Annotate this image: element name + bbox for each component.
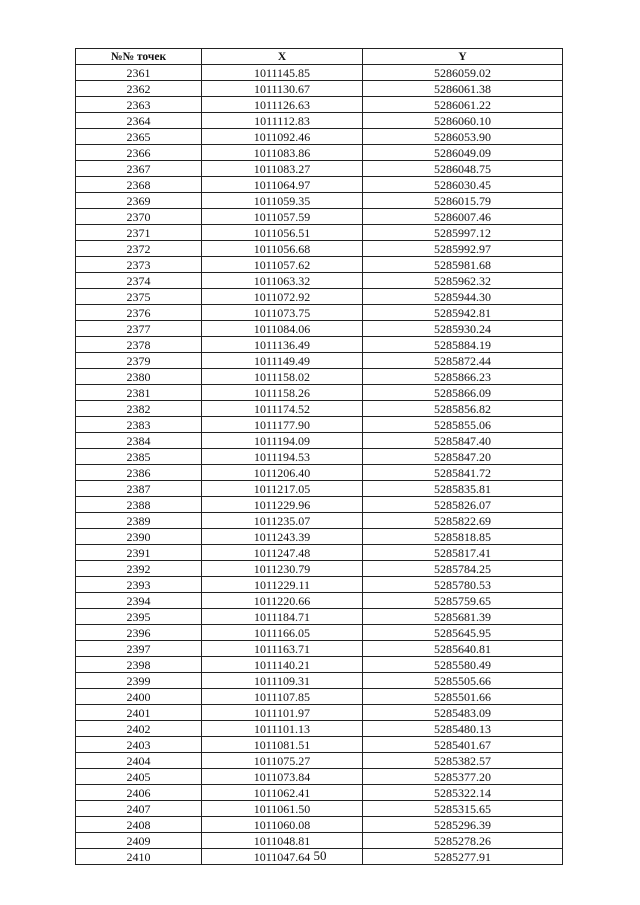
cell-x: 1011140.21 <box>202 657 363 673</box>
cell-x: 1011109.31 <box>202 673 363 689</box>
cell-x: 1011083.86 <box>202 145 363 161</box>
cell-x: 1011145.85 <box>202 65 363 81</box>
cell-y: 5285826.07 <box>363 497 563 513</box>
cell-point-number: 2395 <box>76 609 202 625</box>
cell-x: 1011101.97 <box>202 705 363 721</box>
cell-x: 1011061.50 <box>202 801 363 817</box>
table-row <box>76 129 563 145</box>
cell-y: 5285822.69 <box>363 513 563 529</box>
cell-y: 5285315.65 <box>363 801 563 817</box>
cell-x: 1011243.39 <box>202 529 363 545</box>
cell-x: 1011064.97 <box>202 177 363 193</box>
cell-y: 5285296.39 <box>363 817 563 833</box>
cell-y: 5285640.81 <box>363 641 563 657</box>
cell-y: 5285835.81 <box>363 481 563 497</box>
table-row <box>76 289 563 305</box>
cell-point-number: 2390 <box>76 529 202 545</box>
cell-x: 1011112.83 <box>202 113 363 129</box>
cell-y: 5285817.41 <box>363 545 563 561</box>
cell-y: 5285322.14 <box>363 785 563 801</box>
table-row <box>76 369 563 385</box>
table-row <box>76 225 563 241</box>
table-row <box>76 593 563 609</box>
cell-y: 5285377.20 <box>363 769 563 785</box>
cell-y: 5285818.85 <box>363 529 563 545</box>
cell-x: 1011130.67 <box>202 81 363 97</box>
page-number: 50 <box>313 848 327 863</box>
cell-x: 1011073.75 <box>202 305 363 321</box>
cell-y: 5285855.06 <box>363 417 563 433</box>
table-row <box>76 561 563 577</box>
table-row <box>76 529 563 545</box>
table-row <box>76 241 563 257</box>
table-row <box>76 833 563 849</box>
table-row <box>76 577 563 593</box>
cell-y: 5285401.67 <box>363 737 563 753</box>
cell-y: 5286048.75 <box>363 161 563 177</box>
cell-point-number: 2363 <box>76 97 202 113</box>
table-row <box>76 433 563 449</box>
cell-point-number: 2377 <box>76 321 202 337</box>
cell-x: 1011177.90 <box>202 417 363 433</box>
cell-y: 5286060.10 <box>363 113 563 129</box>
table-row <box>76 721 563 737</box>
cell-x: 1011092.46 <box>202 129 363 145</box>
cell-x: 1011083.27 <box>202 161 363 177</box>
table-row <box>76 737 563 753</box>
cell-x: 1011220.66 <box>202 593 363 609</box>
cell-point-number: 2383 <box>76 417 202 433</box>
cell-y: 5285866.23 <box>363 369 563 385</box>
cell-x: 1011101.13 <box>202 721 363 737</box>
cell-x: 1011158.02 <box>202 369 363 385</box>
cell-point-number: 2361 <box>76 65 202 81</box>
cell-y: 5285942.81 <box>363 305 563 321</box>
cell-point-number: 2382 <box>76 401 202 417</box>
cell-x: 1011057.62 <box>202 257 363 273</box>
header-y: Y <box>363 49 563 65</box>
cell-x: 1011059.35 <box>202 193 363 209</box>
cell-y: 5285681.39 <box>363 609 563 625</box>
cell-y: 5285930.24 <box>363 321 563 337</box>
cell-point-number: 2366 <box>76 145 202 161</box>
table-row <box>76 321 563 337</box>
table-row <box>76 497 563 513</box>
cell-x: 1011084.06 <box>202 321 363 337</box>
cell-y: 5285866.09 <box>363 385 563 401</box>
cell-point-number: 2391 <box>76 545 202 561</box>
table-row <box>76 449 563 465</box>
cell-y: 5285841.72 <box>363 465 563 481</box>
cell-y: 5285645.95 <box>363 625 563 641</box>
cell-y: 5286059.02 <box>363 65 563 81</box>
cell-y: 5285480.13 <box>363 721 563 737</box>
cell-y: 5285759.65 <box>363 593 563 609</box>
table-row <box>76 145 563 161</box>
cell-x: 1011060.08 <box>202 817 363 833</box>
cell-x: 1011072.92 <box>202 289 363 305</box>
cell-x: 1011247.48 <box>202 545 363 561</box>
cell-x: 1011229.96 <box>202 497 363 513</box>
table-row <box>76 705 563 721</box>
cell-y: 5285501.66 <box>363 689 563 705</box>
table-row <box>76 209 563 225</box>
table-row <box>76 385 563 401</box>
cell-x: 1011235.07 <box>202 513 363 529</box>
table-row <box>76 625 563 641</box>
table-body <box>76 65 563 865</box>
cell-y: 5285780.53 <box>363 577 563 593</box>
table-row <box>76 257 563 273</box>
cell-point-number: 2405 <box>76 769 202 785</box>
table-row <box>76 689 563 705</box>
cell-point-number: 2399 <box>76 673 202 689</box>
cell-point-number: 2397 <box>76 641 202 657</box>
cell-point-number: 2384 <box>76 433 202 449</box>
table-row <box>76 273 563 289</box>
cell-point-number: 2380 <box>76 369 202 385</box>
cell-y: 5285872.44 <box>363 353 563 369</box>
cell-y: 5285884.19 <box>363 337 563 353</box>
cell-point-number: 2368 <box>76 177 202 193</box>
cell-x: 1011166.05 <box>202 625 363 641</box>
table-row <box>76 161 563 177</box>
cell-x: 1011047.64 <box>202 849 363 865</box>
table-header-row <box>76 49 563 65</box>
cell-point-number: 2393 <box>76 577 202 593</box>
table-row <box>76 785 563 801</box>
cell-y: 5285382.57 <box>363 753 563 769</box>
header-x: X <box>202 49 363 65</box>
cell-point-number: 2409 <box>76 833 202 849</box>
cell-point-number: 2378 <box>76 337 202 353</box>
cell-x: 1011158.26 <box>202 385 363 401</box>
cell-x: 1011217.05 <box>202 481 363 497</box>
cell-y: 5286030.45 <box>363 177 563 193</box>
cell-x: 1011206.40 <box>202 465 363 481</box>
cell-y: 5285847.20 <box>363 449 563 465</box>
table-row <box>76 113 563 129</box>
table-row <box>76 465 563 481</box>
cell-point-number: 2394 <box>76 593 202 609</box>
cell-y: 5285856.82 <box>363 401 563 417</box>
cell-point-number: 2398 <box>76 657 202 673</box>
cell-x: 1011048.81 <box>202 833 363 849</box>
table-row <box>76 545 563 561</box>
cell-point-number: 2400 <box>76 689 202 705</box>
cell-y: 5286061.38 <box>363 81 563 97</box>
cell-y: 5285505.66 <box>363 673 563 689</box>
header-point-number: №№ точек <box>76 49 202 65</box>
cell-point-number: 2379 <box>76 353 202 369</box>
cell-y: 5285847.40 <box>363 433 563 449</box>
cell-y: 5285944.30 <box>363 289 563 305</box>
table-row <box>76 753 563 769</box>
table-row <box>76 641 563 657</box>
cell-x: 1011174.52 <box>202 401 363 417</box>
cell-point-number: 2374 <box>76 273 202 289</box>
cell-point-number: 2375 <box>76 289 202 305</box>
cell-point-number: 2410 <box>76 849 202 865</box>
table-row <box>76 513 563 529</box>
table-row <box>76 65 563 81</box>
table-row <box>76 673 563 689</box>
cell-point-number: 2407 <box>76 801 202 817</box>
cell-point-number: 2406 <box>76 785 202 801</box>
cell-x: 1011194.09 <box>202 433 363 449</box>
cell-y: 5286053.90 <box>363 129 563 145</box>
cell-point-number: 2389 <box>76 513 202 529</box>
cell-point-number: 2392 <box>76 561 202 577</box>
cell-y: 5286049.09 <box>363 145 563 161</box>
table-row <box>76 817 563 833</box>
cell-point-number: 2365 <box>76 129 202 145</box>
table-row <box>76 609 563 625</box>
table-row <box>76 801 563 817</box>
cell-y: 5285997.12 <box>363 225 563 241</box>
cell-point-number: 2396 <box>76 625 202 641</box>
table-row <box>76 177 563 193</box>
table-row <box>76 353 563 369</box>
cell-y: 5285962.32 <box>363 273 563 289</box>
cell-x: 1011075.27 <box>202 753 363 769</box>
cell-point-number: 2386 <box>76 465 202 481</box>
cell-y: 5285277.91 <box>363 849 563 865</box>
cell-y: 5285992.97 <box>363 241 563 257</box>
table-row <box>76 337 563 353</box>
cell-point-number: 2404 <box>76 753 202 769</box>
table-row <box>76 401 563 417</box>
cell-point-number: 2371 <box>76 225 202 241</box>
cell-x: 1011229.11 <box>202 577 363 593</box>
cell-point-number: 2403 <box>76 737 202 753</box>
cell-y: 5285278.26 <box>363 833 563 849</box>
cell-y: 5285981.68 <box>363 257 563 273</box>
coordinates-table <box>75 48 563 865</box>
cell-point-number: 2373 <box>76 257 202 273</box>
cell-point-number: 2401 <box>76 705 202 721</box>
cell-point-number: 2381 <box>76 385 202 401</box>
cell-y: 5286007.46 <box>363 209 563 225</box>
table-row <box>76 481 563 497</box>
cell-point-number: 2370 <box>76 209 202 225</box>
cell-point-number: 2388 <box>76 497 202 513</box>
table-row <box>76 769 563 785</box>
table-row <box>76 305 563 321</box>
cell-point-number: 2387 <box>76 481 202 497</box>
table-row <box>76 657 563 673</box>
table-row <box>76 193 563 209</box>
cell-point-number: 2362 <box>76 81 202 97</box>
cell-x: 1011184.71 <box>202 609 363 625</box>
table-row <box>76 81 563 97</box>
cell-x: 1011057.59 <box>202 209 363 225</box>
cell-x: 1011056.51 <box>202 225 363 241</box>
cell-point-number: 2369 <box>76 193 202 209</box>
cell-point-number: 2376 <box>76 305 202 321</box>
cell-x: 1011136.49 <box>202 337 363 353</box>
cell-x: 1011062.41 <box>202 785 363 801</box>
cell-point-number: 2385 <box>76 449 202 465</box>
cell-x: 1011163.71 <box>202 641 363 657</box>
table-row <box>76 417 563 433</box>
cell-point-number: 2367 <box>76 161 202 177</box>
cell-x: 1011126.63 <box>202 97 363 113</box>
cell-y: 5286061.22 <box>363 97 563 113</box>
cell-x: 1011063.32 <box>202 273 363 289</box>
cell-point-number: 2402 <box>76 721 202 737</box>
cell-x: 1011073.84 <box>202 769 363 785</box>
cell-x: 1011107.85 <box>202 689 363 705</box>
cell-x: 1011194.53 <box>202 449 363 465</box>
cell-x: 1011230.79 <box>202 561 363 577</box>
cell-point-number: 2364 <box>76 113 202 129</box>
cell-x: 1011081.51 <box>202 737 363 753</box>
cell-point-number: 2372 <box>76 241 202 257</box>
cell-x: 1011056.68 <box>202 241 363 257</box>
table-row <box>76 97 563 113</box>
cell-point-number: 2408 <box>76 817 202 833</box>
cell-y: 5285784.25 <box>363 561 563 577</box>
cell-y: 5285483.09 <box>363 705 563 721</box>
cell-y: 5285580.49 <box>363 657 563 673</box>
cell-x: 1011149.49 <box>202 353 363 369</box>
cell-y: 5286015.79 <box>363 193 563 209</box>
